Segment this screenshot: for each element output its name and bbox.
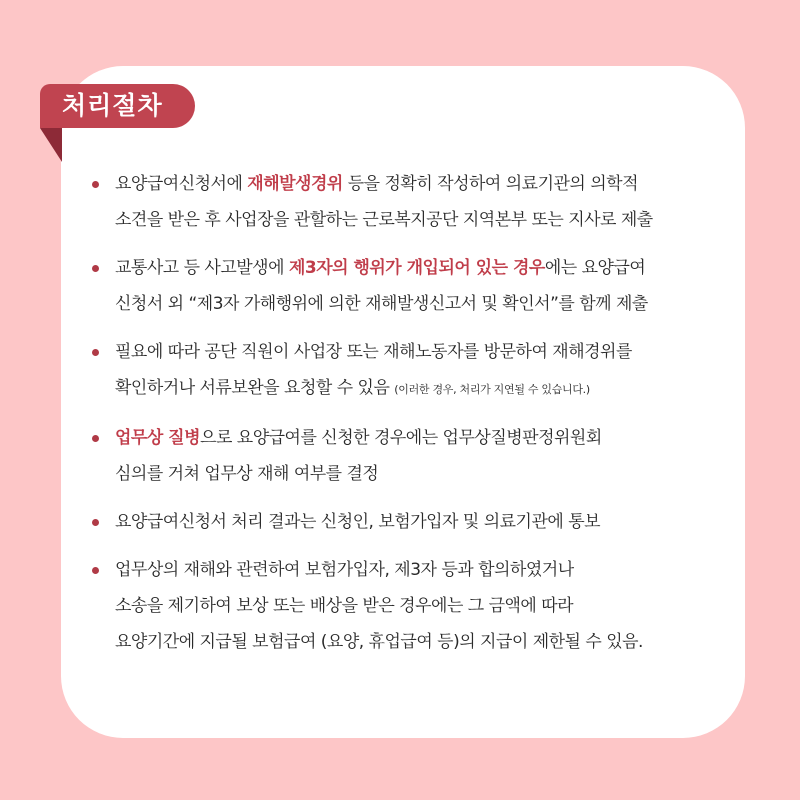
bullet-dot-icon <box>92 435 99 442</box>
section-tag-fold <box>40 128 62 162</box>
item-line: 업무상 질병으로 요양급여를 신청한 경우에는 업무상질병판정위원회 <box>115 428 602 448</box>
item-line: 소견을 받은 후 사업장을 관할하는 근로복지공단 지역본부 또는 지사로 제출 <box>115 210 653 230</box>
highlight-text: 제3자의 행위가 개입되어 있는 경우 <box>288 258 545 278</box>
procedure-list <box>89 166 729 672</box>
list-item <box>89 166 729 238</box>
item-line: 요양기간에 지급될 보험급여 (요양, 휴업급여 등)의 지급이 제한될 수 있음. <box>115 632 643 652</box>
item-line: 필요에 따라 공단 직원이 사업장 또는 재해노동자를 방문하여 재해경위를 <box>115 342 632 362</box>
item-line: 신청서 외 “제3자 가해행위에 의한 재해발생신고서 및 확인서”를 함께 제출 <box>115 294 648 314</box>
bullet-dot-icon <box>92 567 99 574</box>
highlight-text: 업무상 질병 <box>115 428 201 448</box>
item-line: 교통사고 등 사고발생에 제3자의 행위가 개입되어 있는 경우에는 요양급여 <box>115 258 646 278</box>
item-line: 확인하거나 서류보완을 요청할 수 있음 (이러한 경우, 처리가 지연될 수 있습니다.) <box>115 378 590 398</box>
bullet-dot-icon <box>92 349 99 356</box>
delay-note: (이러한 경우, 처리가 지연될 수 있습니다.) <box>394 383 590 396</box>
item-line: 업무상의 재해와 관련하여 보험가입자, 제3자 등과 합의하였거나 <box>115 560 574 580</box>
list-item <box>89 504 729 540</box>
item-line: 소송을 제기하여 보상 또는 배상을 받은 경우에는 그 금액에 따라 <box>115 596 574 616</box>
item-line: 심의를 거쳐 업무상 재해 여부를 결정 <box>115 464 379 484</box>
bullet-dot-icon <box>92 181 99 188</box>
list-item <box>89 250 729 322</box>
list-item <box>89 334 729 408</box>
item-line: 요양급여신청서에 재해발생경위 등을 정확히 작성하여 의료기관의 의학적 <box>115 174 639 194</box>
highlight-text: 재해발생경위 <box>247 174 343 194</box>
list-item <box>89 420 729 492</box>
item-line: 요양급여신청서 처리 결과는 신청인, 보험가입자 및 의료기관에 통보 <box>115 512 601 532</box>
section-title: 처리절차 <box>40 84 195 128</box>
list-item <box>89 552 729 660</box>
bullet-dot-icon <box>92 519 99 526</box>
bullet-dot-icon <box>92 265 99 272</box>
